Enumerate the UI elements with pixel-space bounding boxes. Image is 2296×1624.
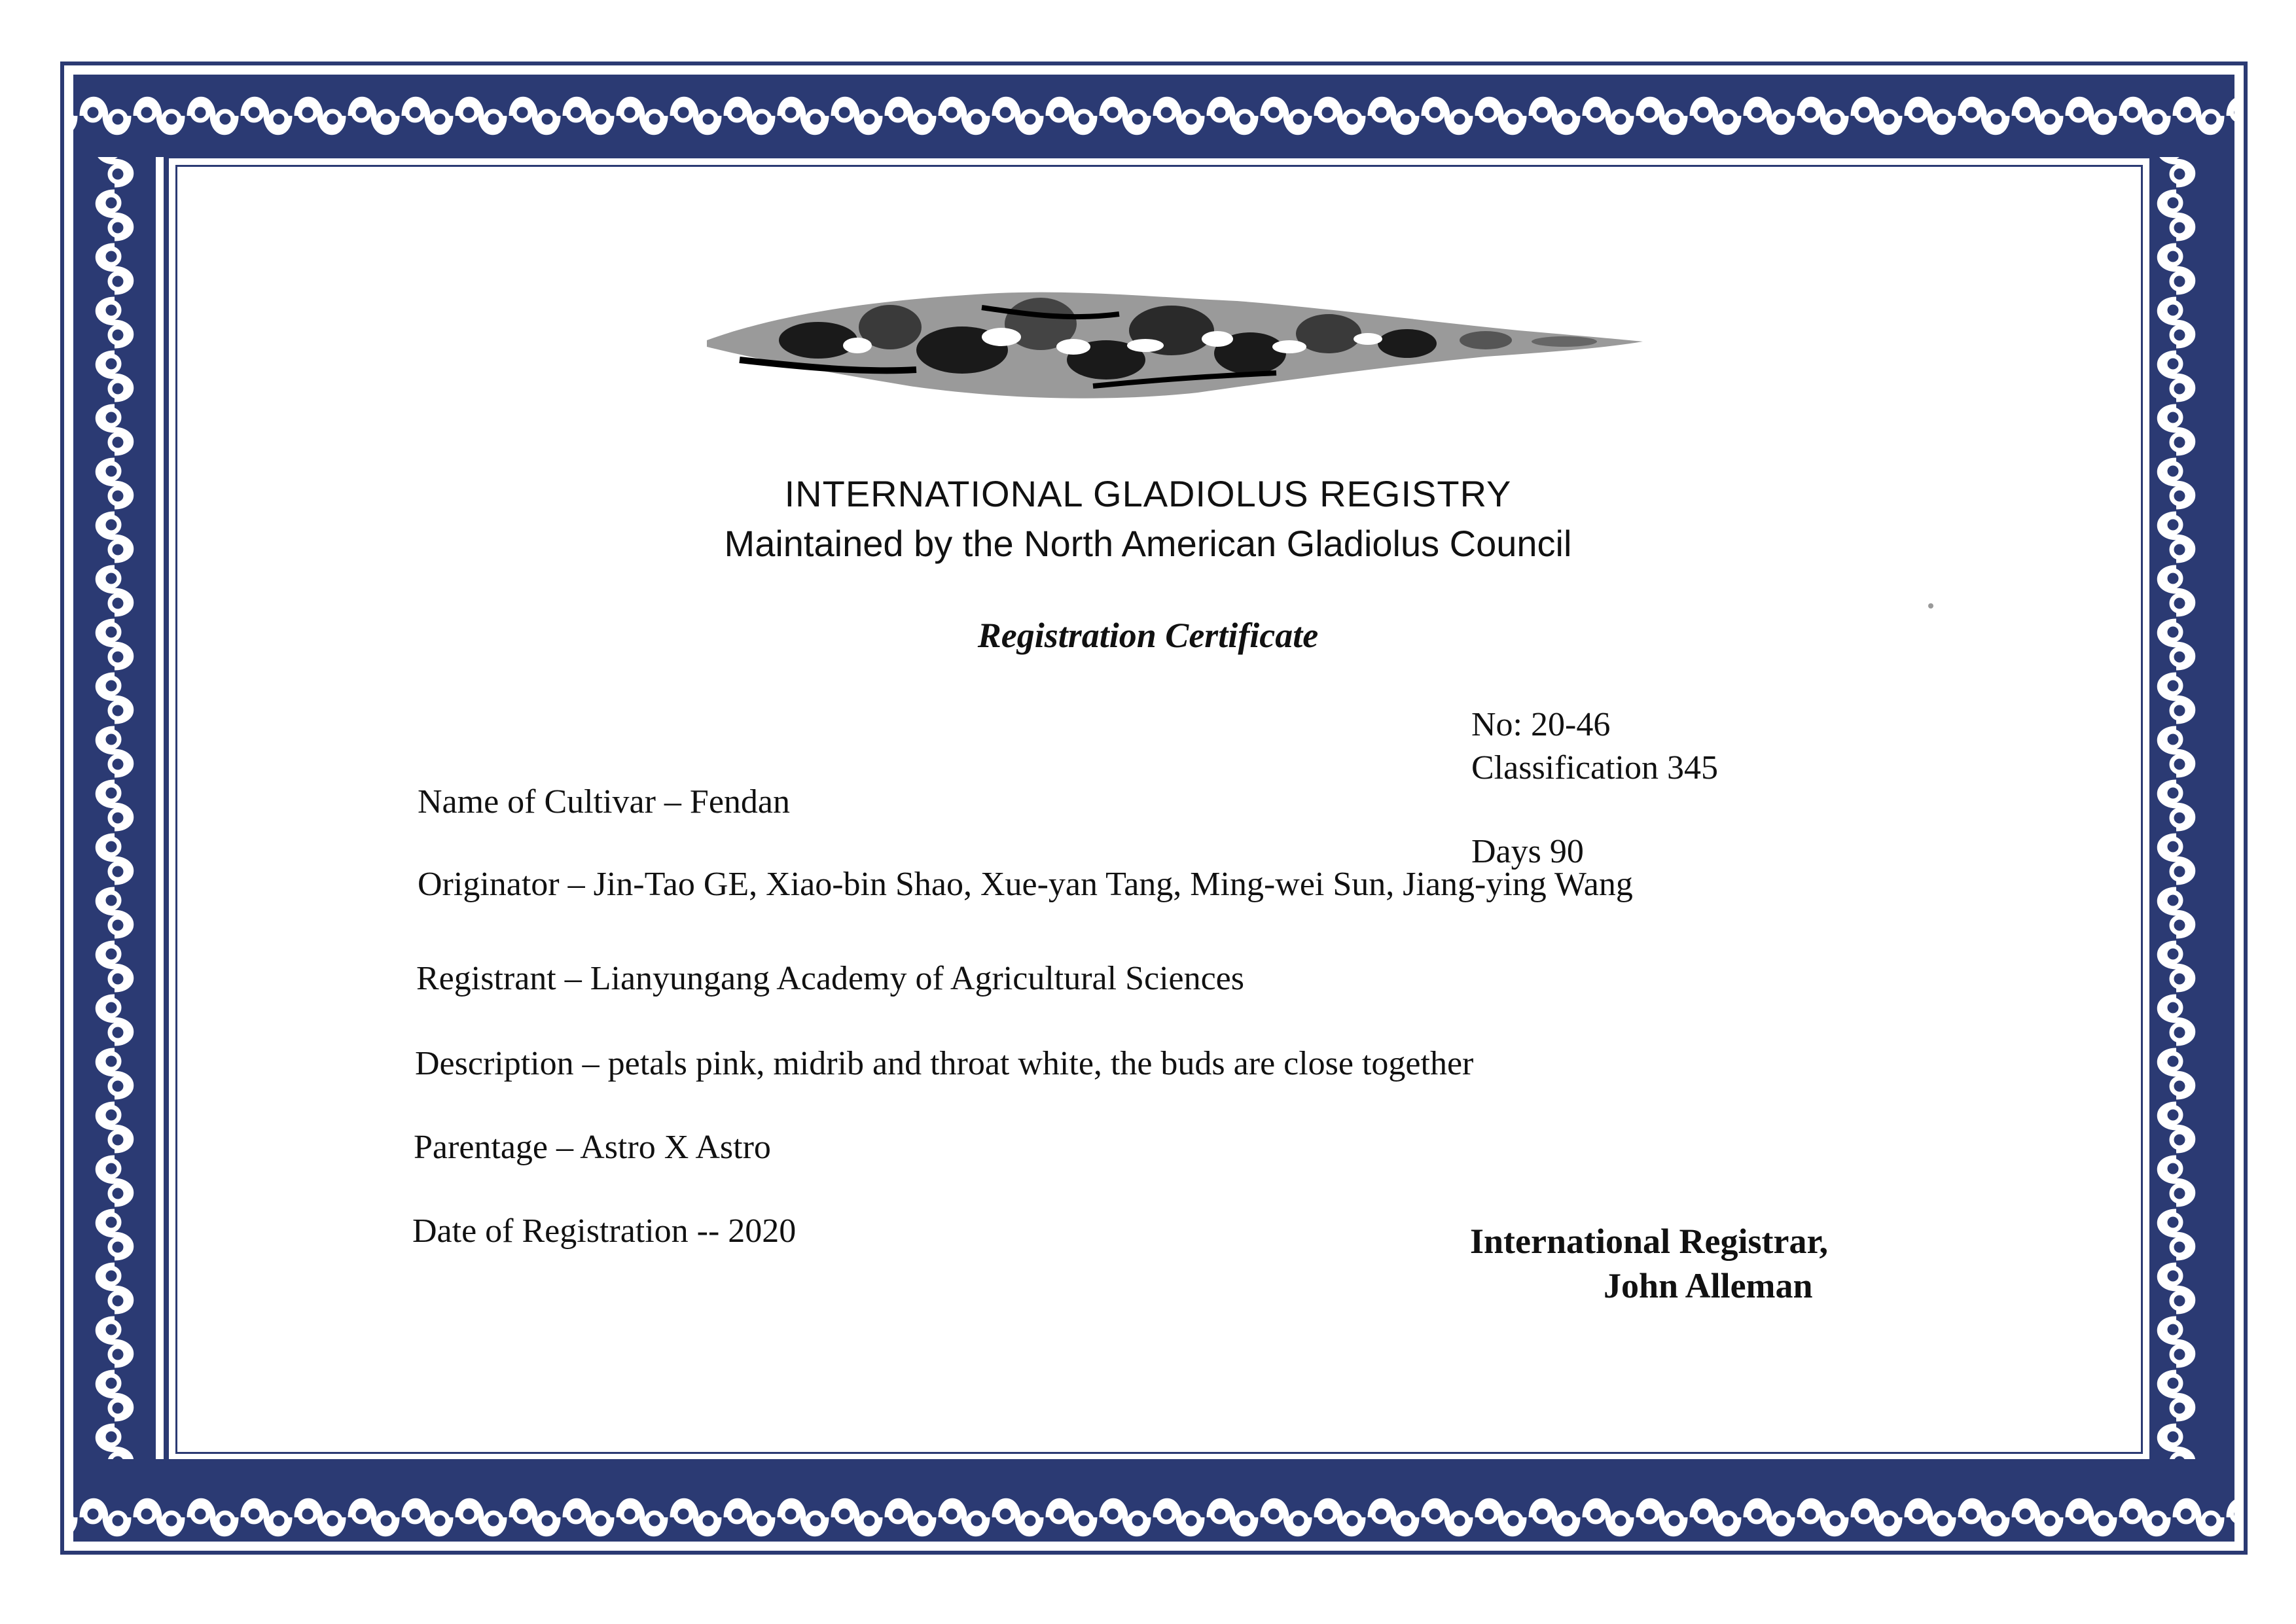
registry-subtitle: Maintained by the North American Gladiolus Council [724,523,1572,564]
gladiolus-flower-image [700,262,1649,432]
cultivar-name: Name of Cultivar – Fendan [418,783,790,821]
registry-title: INTERNATIONAL GLADIOLUS REGISTRY [784,473,1512,514]
certificate-heading: Registration Certificate [977,616,1319,655]
registration-number: No: 20-46 [1471,706,1611,743]
registrar-title: International Registrar, [1470,1222,1828,1261]
classification: Classification 345 [1471,749,1718,786]
registration-date: Date of Registration -- 2020 [412,1212,797,1250]
originator: Originator – Jin-Tao GE, Xiao-bin Shao, Xue-yan Tang, Ming-wei Sun, Jiang-ying Wang [418,866,1633,903]
days: Days 90 [1471,833,1584,870]
scan-speck [1928,603,1933,609]
registrar-name: John Alleman [1604,1266,1813,1305]
description: Description – petals pink, midrib and throat white, the buds are close together [415,1045,1474,1082]
registrant: Registrant – Lianyungang Academy of Agricultural Sciences [416,960,1244,997]
parentage: Parentage – Astro X Astro [414,1129,771,1166]
